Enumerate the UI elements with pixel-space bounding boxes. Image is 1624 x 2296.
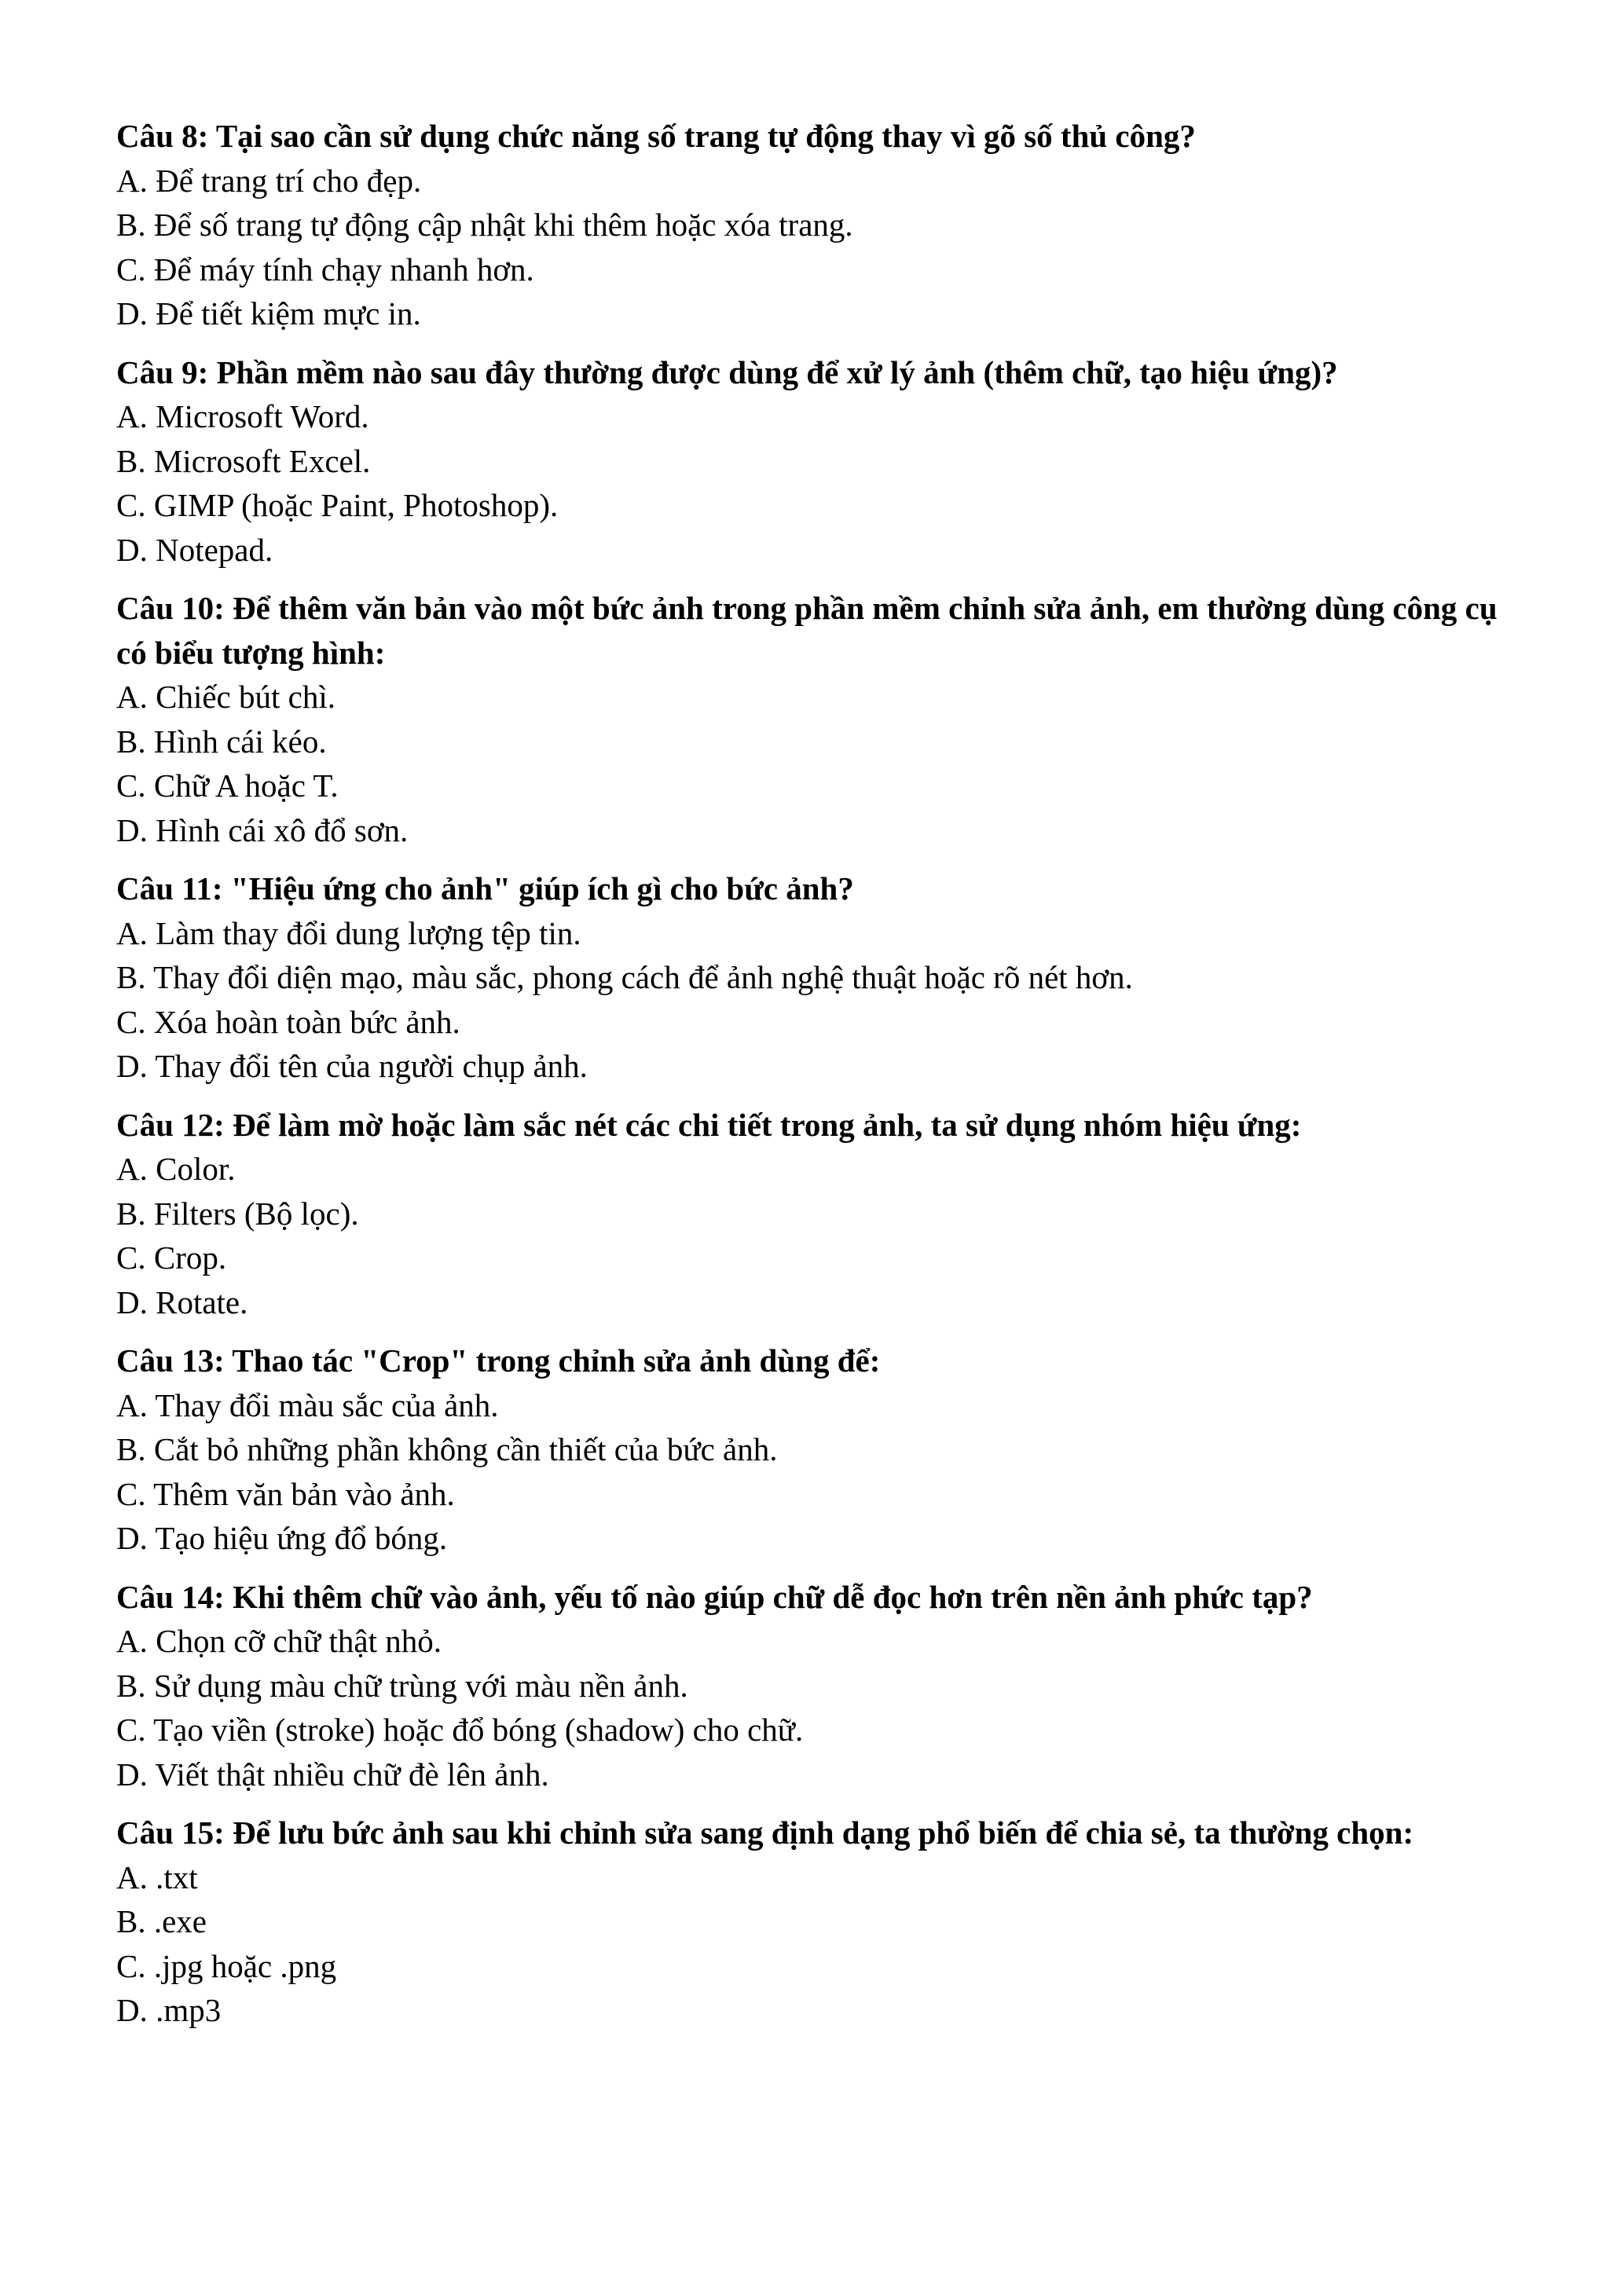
option-b: B. Thay đổi diện mạo, màu sắc, phong cách để ảnh nghệ thuật hoặc rõ nét hơn. xyxy=(116,959,1133,995)
option-d: D. Để tiết kiệm mực in. xyxy=(116,295,421,331)
question-title: Câu 11: "Hiệu ứng cho ảnh" giúp ích gì cho bức ảnh? xyxy=(116,870,854,906)
question-14 xyxy=(116,1575,1514,1797)
option-d: D. .mp3 xyxy=(116,1992,222,2028)
option-b: B. .exe xyxy=(116,1903,207,1939)
option-a: A. Để trang trí cho đẹp. xyxy=(116,162,422,199)
option-c: C. .jpg hoặc .png xyxy=(116,1947,337,1984)
option-a: A. Thay đổi màu sắc của ảnh. xyxy=(116,1386,499,1423)
option-c: C. Thêm văn bản vào ảnh. xyxy=(116,1475,455,1512)
option-b: B. Hình cái kéo. xyxy=(116,723,327,760)
option-d: D. Viết thật nhiều chữ đè lên ảnh. xyxy=(116,1756,549,1792)
question-title: Câu 9: Phần mềm nào sau đây thường được dùng để xử lý ảnh (thêm chữ, tạo hiệu ứng)? xyxy=(116,353,1338,390)
option-a: A. .txt xyxy=(116,1858,198,1895)
question-title: Câu 10: Để thêm văn bản vào một bức ảnh trong phần mềm chỉnh sửa ảnh, em thường dùng công cụ có biểu tượng hình: xyxy=(116,590,1498,671)
question-title: Câu 15: Để lưu bức ảnh sau khi chỉnh sửa sang định dạng phổ biến để chia sẻ, ta thường chọn: xyxy=(116,1814,1414,1851)
question-8 xyxy=(116,114,1514,336)
option-d: D. Tạo hiệu ứng đổ bóng. xyxy=(116,1520,448,1556)
question-9 xyxy=(116,350,1514,573)
question-10 xyxy=(116,586,1514,852)
option-a: A. Color. xyxy=(116,1151,236,1187)
option-a: A. Microsoft Word. xyxy=(116,398,369,434)
option-c: C. Crop. xyxy=(116,1240,227,1276)
question-15 xyxy=(116,1811,1514,2033)
option-b: B. Filters (Bộ lọc). xyxy=(116,1195,359,1232)
option-d: D. Rotate. xyxy=(116,1283,248,1320)
question-13 xyxy=(116,1338,1514,1561)
option-d: D. Hình cái xô đổ sơn. xyxy=(116,811,409,848)
option-c: C. Xóa hoàn toàn bức ảnh. xyxy=(116,1003,460,1040)
question-title: Câu 14: Khi thêm chữ vào ảnh, yếu tố nào giúp chữ dễ đọc hơn trên nền ảnh phức tạp? xyxy=(116,1578,1313,1615)
option-b: B. Microsoft Excel. xyxy=(116,442,371,479)
option-d: D. Notepad. xyxy=(116,531,273,568)
option-c: C. Chữ A hoặc T. xyxy=(116,767,339,804)
option-c: C. Tạo viền (stroke) hoặc đổ bóng (shadow) cho chữ. xyxy=(116,1712,804,1748)
question-title: Câu 8: Tại sao cần sử dụng chức năng số trang tự động thay vì gõ số thủ công? xyxy=(116,118,1196,154)
option-a: A. Làm thay đổi dung lượng tệp tin. xyxy=(116,914,581,951)
option-c: C. Để máy tính chạy nhanh hơn. xyxy=(116,251,534,287)
question-title: Câu 13: Thao tác "Crop" trong chỉnh sửa ảnh dùng để: xyxy=(116,1342,881,1379)
option-b: B. Sử dụng màu chữ trùng với màu nền ảnh. xyxy=(116,1667,688,1704)
option-b: B. Cắt bỏ những phần không cần thiết của bức ảnh. xyxy=(116,1431,778,1467)
option-b: B. Để số trang tự động cập nhật khi thêm hoặc xóa trang. xyxy=(116,207,853,243)
question-title: Câu 12: Để làm mờ hoặc làm sắc nét các chi tiết trong ảnh, ta sử dụng nhóm hiệu ứng: xyxy=(116,1106,1302,1143)
question-11 xyxy=(116,866,1514,1089)
option-c: C. GIMP (hoặc Paint, Photoshop). xyxy=(116,487,559,523)
question-12 xyxy=(116,1103,1514,1325)
option-a: A. Chiếc bút chì. xyxy=(116,679,335,715)
option-a: A. Chọn cỡ chữ thật nhỏ. xyxy=(116,1623,442,1659)
option-d: D. Thay đổi tên của người chụp ảnh. xyxy=(116,1048,588,1084)
